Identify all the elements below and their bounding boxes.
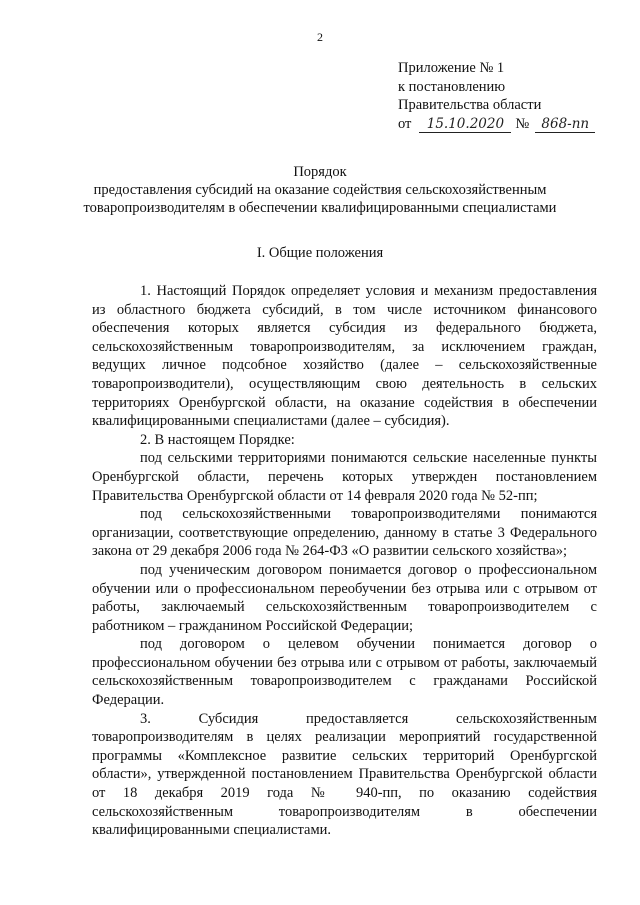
page-number: 2	[317, 30, 323, 44]
handwritten-number: 868-пп	[535, 116, 595, 133]
appendix-block	[398, 59, 595, 133]
section-heading: I. Общие положения	[256, 245, 384, 261]
paragraph-4: под сельскохозяйственными товаропроизводителями понимаются организации, соответствующие определению, данному в статье 3 Федерального закона от 29 декабря 2006 года № 264-ФЗ «О развитии сельского хозяйства»;	[92, 506, 597, 560]
date-prefix: от	[398, 115, 412, 132]
paragraph-1: 1. Настоящий Порядок определяет условия и механизм предоставления из областного бюджета субсидий, в том числе источником финансового обеспечения которых является субсидия из федерального бюджета, сельскохозяйственным товаропроизводителям, за исключением граждан, ведущих личное подсобное хозяйство (далее – сельскохозяйственные товаропроизводители), осуществляющим свою деятельность в сельских территориях Оренбургской области, на оказание содействия в обеспечении квалифицированными специалистами (далее – субсидия).	[92, 283, 597, 430]
appendix-line-2: к постановлению	[398, 78, 506, 95]
number-prefix: №	[515, 115, 530, 132]
title-line-1: Порядок	[293, 164, 347, 180]
appendix-date-line	[398, 115, 595, 134]
body-text	[92, 282, 597, 840]
title-line-2: предоставления субсидий на оказание содействия сельскохозяйственным	[93, 182, 547, 198]
paragraph-7: 3. Субсидия предоставляется сельскохозяйственным товаропроизводителям в целях реализации мероприятий государственной программы «Комплексное развитие сельских территорий Оренбургской области», утвержденной постановлением Правительства Оренбургской области от 18 декабря 2019 года № 940-пп, по оказанию содействия сельскохозяйственным товаропроизводителям в обеспечении квалифицированными специалистами.	[92, 710, 597, 839]
appendix-line-1: Приложение № 1	[398, 60, 505, 76]
handwritten-date: 15.10.2020	[419, 116, 511, 133]
paragraph-5: под ученическим договором понимается договор о профессиональном обучении или о профессиональном переобучении без отрыва или с отрывом от работы, заключаемый сельскохозяйственным товаропроизводителем с работником – гражданином Российской Федерации;	[92, 561, 597, 634]
appendix-line-3: Правительства области	[398, 97, 542, 113]
paragraph-6: под договором о целевом обучении понимается договор о профессиональном обучении без отрыва или с отрывом от работы, заключаемый сельскохозяйственным товаропроизводителем с гражданами Российской Федерации.	[92, 636, 597, 709]
title-line-3: товаропроизводителям в обеспечении квалифицированными специалистами	[83, 200, 557, 216]
paragraph-2: 2. В настоящем Порядке:	[140, 431, 295, 448]
document-title	[0, 163, 640, 217]
paragraph-3: под сельскими территориями понимаются сельские населенные пункты Оренбургской области, перечень которых утвержден постановлением Правительства Оренбургской области от 14 февраля 2020 года № 52-пп;	[92, 450, 597, 504]
